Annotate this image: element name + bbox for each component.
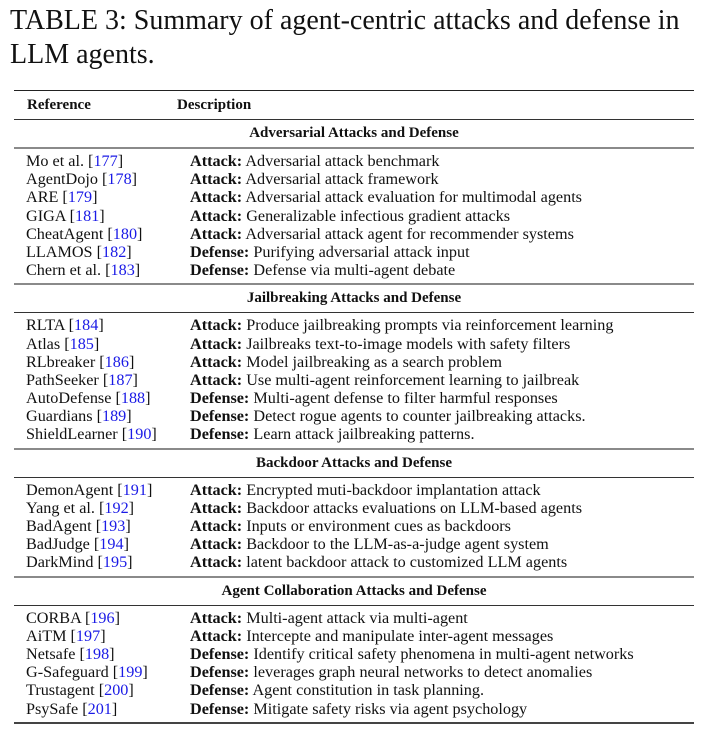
reference-cell: Guardians [189] [26, 407, 132, 426]
description-cell [190, 499, 694, 517]
table-row [14, 335, 694, 353]
reference-cell: ARE [179] [26, 188, 98, 207]
description-text: Multi-agent defense to filter harmful responses [253, 389, 558, 408]
description-text: Intercepte and manipulate inter-agent messages [246, 626, 554, 645]
section-rows [14, 313, 694, 447]
section-rows [14, 606, 694, 722]
description-text: Encrypted muti-backdoor implantation attack [246, 480, 541, 499]
reference-cell: CheatAgent [180] [26, 224, 143, 243]
description-cell [190, 371, 694, 389]
table-row [14, 353, 694, 371]
table-row [14, 316, 694, 334]
reference-cell: Mo et al. [177] [26, 152, 124, 170]
citation-link[interactable]: 187 [108, 370, 133, 389]
table-row [14, 243, 694, 261]
type-label: Defense: [190, 681, 250, 700]
type-label: Defense: [190, 644, 250, 663]
reference-cell: PsySafe [201] [26, 699, 118, 718]
table-row [14, 535, 694, 553]
table-row [14, 371, 694, 389]
bottom-rule [14, 722, 694, 724]
description-cell [190, 425, 694, 443]
description-cell [190, 335, 694, 353]
table-row [14, 261, 694, 279]
reference-name: PathSeeker [26, 370, 99, 389]
description-cell [190, 681, 694, 699]
description-text: Defense via multi-agent debate [253, 261, 456, 280]
type-label: Attack: [190, 316, 243, 335]
description-cell [190, 553, 694, 571]
type-label: Attack: [190, 334, 243, 353]
description-cell [190, 627, 694, 645]
citation-link[interactable]: 182 [102, 242, 127, 261]
description-cell [190, 188, 694, 206]
description-text: Use multi-agent reinforcement learning to jailbreak [246, 370, 580, 389]
reference-cell: RLbreaker [186] [26, 352, 135, 371]
reference-name: ARE [26, 188, 59, 207]
reference-name: Chern et al. [26, 261, 102, 280]
description-cell [190, 535, 694, 553]
type-label: Attack: [190, 553, 243, 572]
reference-name: PsySafe [26, 699, 79, 718]
citation-link[interactable]: 188 [120, 389, 146, 408]
description-text: Adversarial attack agent for recommender systems [245, 224, 574, 243]
section-heading: Jailbreaking Attacks and Defense [246, 290, 462, 307]
header-reference: Reference [27, 96, 91, 113]
description-text: Adversarial attack framework [245, 170, 439, 189]
description-text: Backdoor attacks evaluations on LLM-based agents [246, 498, 582, 517]
citation-link[interactable]: 180 [112, 224, 138, 243]
type-label: Defense: [190, 389, 250, 408]
table-row [14, 188, 694, 206]
table-row [14, 627, 694, 645]
description-text: Identify critical safety phenomena in multi-agent networks [253, 644, 634, 663]
description-text: Detect rogue agents to counter jailbreaking attacks. [253, 407, 586, 426]
citation-link[interactable]: 189 [101, 407, 127, 426]
type-label: Defense: [190, 407, 250, 426]
reference-name: Atlas [26, 334, 61, 353]
type-label: Defense: [190, 699, 250, 718]
citation-link[interactable]: 181 [75, 206, 100, 225]
description-text: Generalizable infectious gradient attacks [246, 206, 511, 225]
reference-cell: RLTA [184] [26, 316, 104, 335]
type-label: Attack: [190, 152, 243, 170]
description-cell [190, 609, 694, 627]
reference-name: LLAMOS [26, 242, 93, 261]
type-label: Attack: [190, 608, 243, 627]
reference-cell: G-Safeguard [199] [26, 663, 148, 682]
type-label: Defense: [190, 242, 250, 261]
citation-link[interactable]: 178 [107, 170, 132, 189]
citation-link[interactable]: 197 [75, 626, 101, 645]
reference-cell: LLAMOS [182] [26, 242, 132, 261]
reference-cell: CORBA [196] [26, 608, 120, 627]
type-label: Attack: [190, 370, 243, 389]
reference-name: BadJudge [26, 535, 90, 554]
reference-name: BadAgent [26, 517, 92, 535]
reference-name: Netsafe [26, 644, 76, 663]
reference-name: Yang et al. [26, 498, 95, 517]
reference-name: ShieldLearner [26, 425, 118, 444]
reference-cell: AutoDefense [188] [26, 389, 151, 408]
citation-link[interactable]: 186 [104, 352, 129, 371]
citation-link[interactable]: 190 [127, 425, 152, 444]
description-text: Adversarial attack evaluation for multimodal agents [245, 188, 582, 207]
reference-name: RLbreaker [26, 352, 96, 371]
table-row [14, 517, 694, 535]
citation-link[interactable]: 195 [102, 553, 128, 572]
reference-name: Trustagent [26, 681, 95, 700]
type-label: Attack: [190, 626, 243, 645]
type-label: Attack: [190, 170, 243, 189]
description-text: Model jailbreaking as a search problem [246, 352, 502, 371]
description-text: Learn attack jailbreaking patterns. [253, 425, 475, 444]
section-heading: Agent Collaboration Attacks and Defense [221, 582, 487, 599]
type-label: Defense: [190, 663, 250, 682]
description-cell [190, 152, 694, 170]
citation-link[interactable]: 185 [69, 334, 94, 353]
reference-name: AiTM [26, 626, 67, 645]
description-cell [190, 407, 694, 425]
table-caption: TABLE 3: Summary of agent-centric attacks and defense in LLM agents. [10, 5, 680, 70]
reference-cell: Chern et al. [183] [26, 261, 141, 280]
description-cell [190, 700, 694, 718]
table-row [14, 609, 694, 627]
table-row [14, 207, 694, 225]
type-label: Attack: [190, 224, 243, 243]
description-cell [190, 353, 694, 371]
reference-cell: Trustagent [200] [26, 681, 134, 700]
citation-link[interactable]: 191 [122, 480, 147, 499]
reference-name: G-Safeguard [26, 663, 109, 682]
reference-name: GIGA [26, 206, 66, 225]
description-cell [190, 645, 694, 663]
type-label: Attack: [190, 352, 243, 371]
citation-link[interactable]: 201 [87, 699, 112, 718]
type-label: Attack: [190, 517, 243, 535]
citation-link[interactable]: 193 [101, 517, 126, 535]
citation-link[interactable]: 192 [104, 498, 129, 517]
citation-link[interactable]: 196 [90, 608, 115, 627]
description-text: Mitigate safety risks via agent psychology [253, 699, 528, 718]
description-text: Purifying adversarial attack input [253, 242, 470, 261]
description-cell [190, 316, 694, 334]
reference-name: Guardians [26, 407, 93, 426]
reference-name: AutoDefense [26, 389, 112, 408]
type-label: Attack: [190, 498, 243, 517]
reference-name: CORBA [26, 608, 81, 627]
table-row [14, 407, 694, 425]
reference-cell: AiTM [197] [26, 626, 106, 645]
citation-link[interactable]: 194 [99, 535, 124, 554]
section-rows [14, 149, 694, 283]
section-heading: Backdoor Attacks and Defense [256, 454, 452, 471]
description-text: latent backdoor attack to customized LLM agents [246, 553, 568, 572]
table-row [14, 425, 694, 443]
description-cell [190, 243, 694, 261]
citation-link[interactable]: 184 [74, 316, 99, 335]
description-text: Produce jailbreaking prompts via reinforcement learning [246, 316, 614, 335]
description-cell [190, 261, 694, 279]
table-row [14, 700, 694, 718]
citation-link[interactable]: 177 [93, 152, 118, 170]
reference-cell: GIGA [181] [26, 206, 105, 225]
type-label: Attack: [190, 188, 243, 207]
table-row [14, 389, 694, 407]
citation-link[interactable]: 200 [104, 681, 129, 700]
reference-cell: BadAgent [193] [26, 517, 131, 535]
citation-link[interactable]: 183 [110, 261, 135, 280]
description-cell [190, 389, 694, 407]
reference-name: DemonAgent [26, 480, 114, 499]
citation-link[interactable]: 198 [84, 644, 110, 663]
description-cell [190, 225, 694, 243]
table-row [14, 152, 694, 170]
type-label: Attack: [190, 206, 243, 225]
table-row [14, 681, 694, 699]
description-cell [190, 481, 694, 499]
reference-name: RLTA [26, 316, 65, 335]
reference-cell: DarkMind [195] [26, 553, 133, 572]
table-row [14, 225, 694, 243]
table-header [14, 91, 694, 119]
reference-cell: Netsafe [198] [26, 644, 115, 663]
description-text: leverages graph neural networks to detect anomalies [253, 663, 593, 682]
citation-link[interactable]: 199 [118, 663, 143, 682]
description-text: Jailbreaks text-to-image models with safety filters [246, 334, 571, 353]
reference-name: CheatAgent [26, 224, 104, 243]
reference-cell: ShieldLearner [190] [26, 425, 157, 444]
table-row [14, 481, 694, 499]
table-row [14, 170, 694, 188]
reference-name: AgentDojo [26, 170, 98, 189]
type-label: Attack: [190, 535, 243, 554]
type-label: Attack: [190, 480, 243, 499]
description-text: Adversarial attack benchmark [245, 152, 440, 170]
header-description: Description [177, 96, 252, 113]
type-label: Defense: [190, 261, 250, 280]
section-rows [14, 478, 694, 576]
section-heading: Adversarial Attacks and Defense [249, 125, 459, 141]
citation-link[interactable]: 179 [67, 188, 93, 207]
reference-name: DarkMind [26, 553, 94, 572]
reference-cell: BadJudge [194] [26, 535, 129, 554]
reference-cell: Atlas [185] [26, 334, 100, 353]
reference-name: Mo et al. [26, 152, 84, 170]
summary-table [14, 90, 694, 724]
description-cell [190, 170, 694, 188]
description-cell [190, 663, 694, 681]
reference-cell: AgentDojo [178] [26, 170, 138, 189]
table-row [14, 663, 694, 681]
table-row [14, 645, 694, 663]
table-row [14, 553, 694, 571]
description-text: Backdoor to the LLM-as-a-judge agent system [246, 535, 549, 554]
description-text: Inputs or environment cues as backdoors [246, 517, 511, 535]
description-text: Multi-agent attack via multi-agent [246, 608, 468, 627]
reference-cell: DemonAgent [191] [26, 480, 153, 499]
reference-cell: PathSeeker [187] [26, 370, 138, 389]
type-label: Defense: [190, 425, 250, 444]
description-text: Agent constitution in task planning. [252, 681, 485, 700]
reference-cell: Yang et al. [192] [26, 498, 135, 517]
description-cell [190, 207, 694, 225]
description-cell [190, 517, 694, 535]
table-row [14, 499, 694, 517]
